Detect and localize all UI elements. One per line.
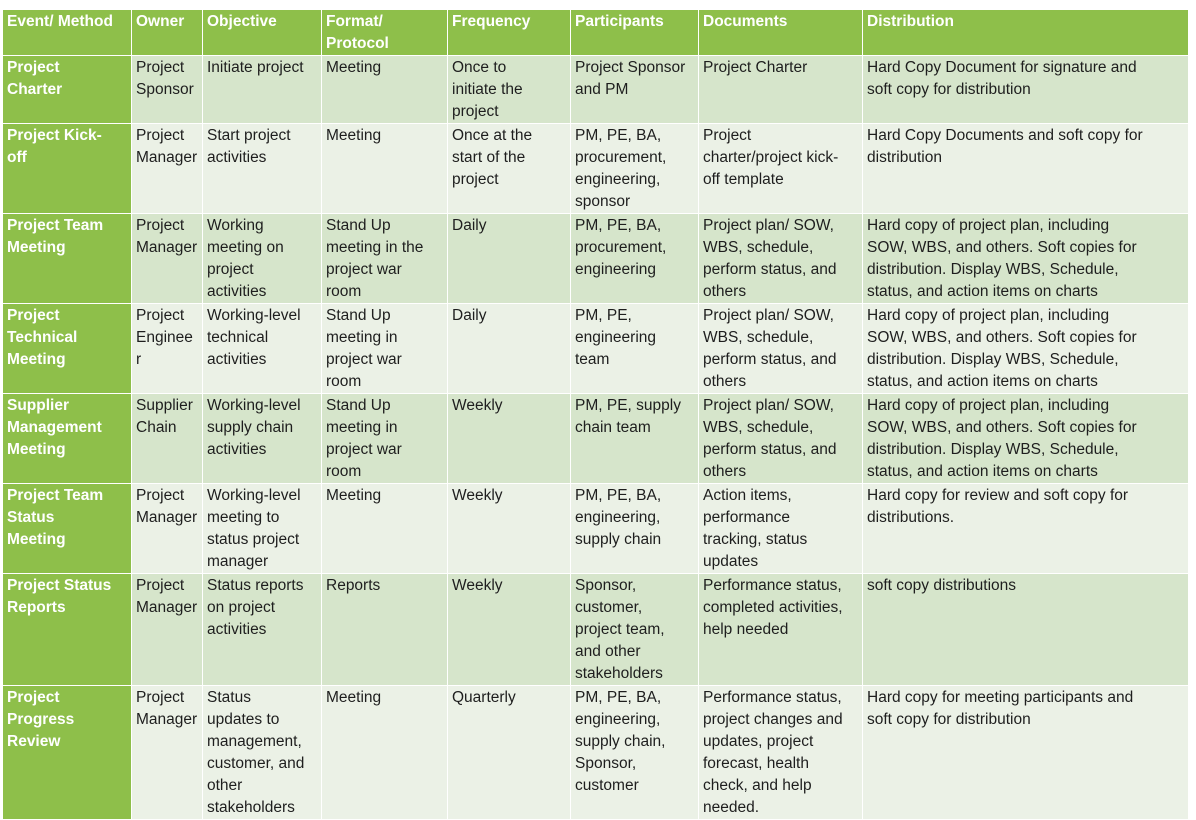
documents-cell: Project plan/ SOW, WBS, schedule, perform status, and others bbox=[699, 304, 863, 394]
event-method-cell: Project Team Meeting bbox=[3, 214, 132, 304]
owner-cell: Project Manager bbox=[132, 214, 203, 304]
event-method-cell: Project Team Status Meeting bbox=[3, 484, 132, 574]
participants-cell: Sponsor, customer, project team, and other stakeholders bbox=[571, 574, 699, 686]
distribution-cell: Hard Copy Document for signature and soft copy for distribution bbox=[863, 56, 1189, 124]
documents-cell: Project charter/project kick- off template bbox=[699, 124, 863, 214]
format-cell: Meeting bbox=[322, 124, 448, 214]
participants-cell: PM, PE, engineering team bbox=[571, 304, 699, 394]
frequency-cell: Quarterly bbox=[448, 686, 571, 820]
distribution-cell: Hard copy of project plan, including SOW, WBS, and others. Soft copies for distribution. Display WBS, Schedule, status, and action items on charts bbox=[863, 394, 1189, 484]
format-cell: Stand Up meeting in project war room bbox=[322, 394, 448, 484]
event-method-cell: Project Technical Meeting bbox=[3, 304, 132, 394]
participants-cell: PM, PE, BA, engineering, supply chain, Sponsor, customer bbox=[571, 686, 699, 820]
objective-cell: Working meeting on project activities bbox=[203, 214, 322, 304]
table-row bbox=[3, 574, 1189, 686]
table-row bbox=[3, 394, 1189, 484]
distribution-cell: Hard copy for review and soft copy for distributions. bbox=[863, 484, 1189, 574]
objective-cell: Status updates to management, customer, and other stakeholders bbox=[203, 686, 322, 820]
table-row bbox=[3, 214, 1189, 304]
table-row bbox=[3, 56, 1189, 124]
participants-cell: Project Sponsor and PM bbox=[571, 56, 699, 124]
header-format-protocol: Format/ Protocol bbox=[322, 10, 448, 56]
documents-cell: Project plan/ SOW, WBS, schedule, perform status, and others bbox=[699, 394, 863, 484]
table-row bbox=[3, 484, 1189, 574]
table-header-row bbox=[3, 10, 1189, 56]
objective-cell: Start project activities bbox=[203, 124, 322, 214]
distribution-cell: Hard copy for meeting participants and soft copy for distribution bbox=[863, 686, 1189, 820]
objective-cell: Working-level technical activities bbox=[203, 304, 322, 394]
format-cell: Stand Up meeting in the project war room bbox=[322, 214, 448, 304]
header-event-method: Event/ Method bbox=[3, 10, 132, 56]
participants-cell: PM, PE, supply chain team bbox=[571, 394, 699, 484]
format-cell: Meeting bbox=[322, 686, 448, 820]
documents-cell: Project plan/ SOW, WBS, schedule, perform status, and others bbox=[699, 214, 863, 304]
objective-cell: Working-level meeting to status project manager bbox=[203, 484, 322, 574]
owner-cell: Project Manager bbox=[132, 484, 203, 574]
owner-cell: Project Manager bbox=[132, 574, 203, 686]
table-row bbox=[3, 304, 1189, 394]
distribution-cell: soft copy distributions bbox=[863, 574, 1189, 686]
documents-cell: Project Charter bbox=[699, 56, 863, 124]
owner-cell: Supplier Chain bbox=[132, 394, 203, 484]
frequency-cell: Once to initiate the project bbox=[448, 56, 571, 124]
communication-plan-table bbox=[2, 9, 1189, 820]
header-objective: Objective bbox=[203, 10, 322, 56]
objective-cell: Working-level supply chain activities bbox=[203, 394, 322, 484]
frequency-cell: Once at the start of the project bbox=[448, 124, 571, 214]
owner-cell: Project Manager bbox=[132, 124, 203, 214]
frequency-cell: Weekly bbox=[448, 574, 571, 686]
participants-cell: PM, PE, BA, procurement, engineering, sponsor bbox=[571, 124, 699, 214]
format-cell: Meeting bbox=[322, 484, 448, 574]
owner-cell: Project Engineer bbox=[132, 304, 203, 394]
objective-cell: Status reports on project activities bbox=[203, 574, 322, 686]
frequency-cell: Daily bbox=[448, 304, 571, 394]
table-row bbox=[3, 124, 1189, 214]
header-documents: Documents bbox=[699, 10, 863, 56]
owner-cell: Project Manager bbox=[132, 686, 203, 820]
event-method-cell: Project Charter bbox=[3, 56, 132, 124]
frequency-cell: Daily bbox=[448, 214, 571, 304]
frequency-cell: Weekly bbox=[448, 394, 571, 484]
event-method-cell: Project Kick- off bbox=[3, 124, 132, 214]
event-method-cell: Project Status Reports bbox=[3, 574, 132, 686]
event-method-cell: Project Progress Review bbox=[3, 686, 132, 820]
format-cell: Reports bbox=[322, 574, 448, 686]
participants-cell: PM, PE, BA, engineering, supply chain bbox=[571, 484, 699, 574]
documents-cell: Performance status, project changes and updates, project forecast, health check, and help needed. bbox=[699, 686, 863, 820]
owner-cell: Project Sponsor bbox=[132, 56, 203, 124]
header-participants: Participants bbox=[571, 10, 699, 56]
event-method-cell: Supplier Management Meeting bbox=[3, 394, 132, 484]
header-distribution: Distribution bbox=[863, 10, 1189, 56]
participants-cell: PM, PE, BA, procurement, engineering bbox=[571, 214, 699, 304]
frequency-cell: Weekly bbox=[448, 484, 571, 574]
format-cell: Meeting bbox=[322, 56, 448, 124]
distribution-cell: Hard copy of project plan, including SOW, WBS, and others. Soft copies for distribution. Display WBS, Schedule, status, and action items on charts bbox=[863, 214, 1189, 304]
table-row bbox=[3, 686, 1189, 820]
distribution-cell: Hard Copy Documents and soft copy for distribution bbox=[863, 124, 1189, 214]
documents-cell: Action items, performance tracking, status updates bbox=[699, 484, 863, 574]
header-owner: Owner bbox=[132, 10, 203, 56]
format-cell: Stand Up meeting in project war room bbox=[322, 304, 448, 394]
documents-cell: Performance status, completed activities, help needed bbox=[699, 574, 863, 686]
objective-cell: Initiate project bbox=[203, 56, 322, 124]
header-frequency: Frequency bbox=[448, 10, 571, 56]
distribution-cell: Hard copy of project plan, including SOW, WBS, and others. Soft copies for distribution. Display WBS, Schedule, status, and action items on charts bbox=[863, 304, 1189, 394]
